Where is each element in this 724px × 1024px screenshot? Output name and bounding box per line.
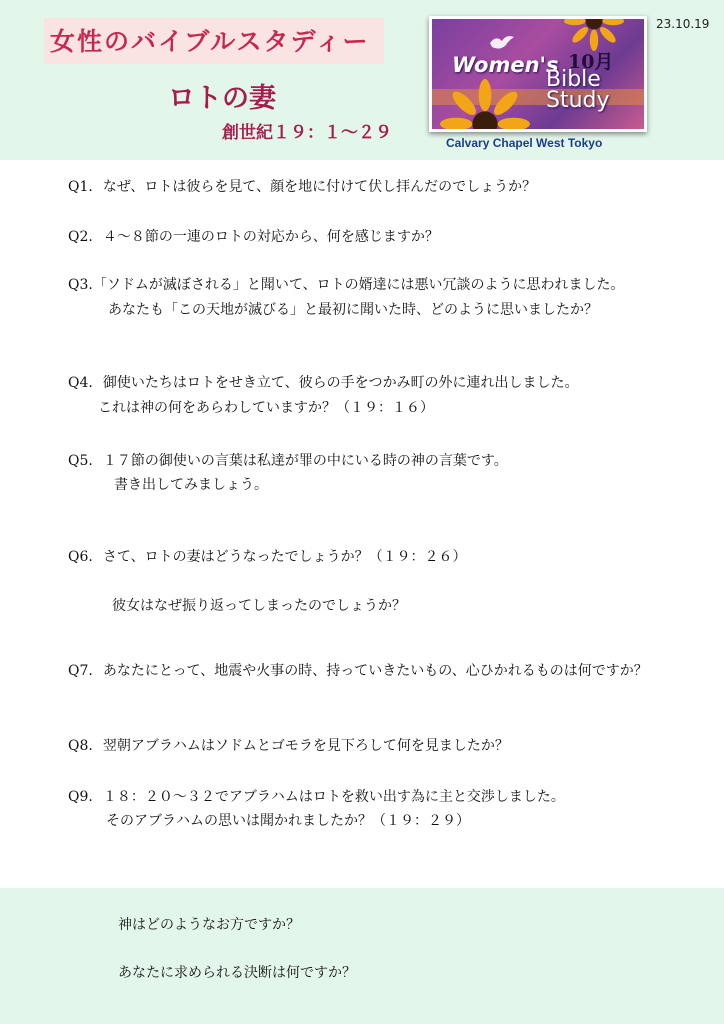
page-title: 女性のバイブルスタディー — [50, 27, 370, 56]
question-text: なぜ、ロトは彼らを見て、顔を地に付けて伏し拝んだのでしょうか？ — [102, 179, 537, 195]
dove-icon — [488, 33, 516, 53]
logo-bible-word: Bible — [546, 67, 601, 92]
womens-bible-study-logo — [429, 16, 647, 132]
logo-month-text: 10月 — [568, 51, 614, 73]
question-q2 — [68, 228, 439, 246]
question-number: Q7. — [68, 663, 93, 679]
question-q9 — [68, 788, 565, 806]
question-text: ４〜８節の一連のロトの対応から、何を感じますか？ — [102, 229, 439, 245]
question-number: Q3. — [68, 277, 93, 293]
question-q7 — [68, 662, 648, 680]
question-q4 — [68, 374, 579, 392]
question-number: Q6. — [68, 549, 93, 565]
scripture-reference: 創世紀１９：１〜２９ — [222, 123, 392, 143]
question-q3 — [68, 276, 625, 294]
question-q9-line2: そのアブラハムの思いは聞かれましたか？（１９：２９） — [106, 813, 470, 829]
question-text: 御使いたちはロトをせき立て、彼らの手をつかみ町の外に連れ出しました。 — [102, 375, 579, 391]
question-number: Q4. — [68, 375, 93, 391]
question-number: Q9. — [68, 789, 93, 805]
sunflower-small-icon — [564, 16, 624, 51]
question-q4-line2: これは神の何をあらわしていますか？（１９：１６） — [98, 400, 434, 416]
church-name: Calvary Chapel West Tokyo — [446, 136, 603, 150]
question-text: あなたにとって、地震や火事の時、持っていきたいもの、心ひかれるものは何ですか？ — [102, 663, 648, 679]
question-q1 — [68, 178, 536, 196]
question-number: Q1. — [68, 179, 93, 195]
question-q6 — [68, 548, 467, 566]
question-q6-line2: 彼女はなぜ振り返ってしまったのでしょうか？ — [112, 598, 406, 614]
date-label: 23.10.19 — [656, 17, 710, 31]
logo-womens-text: Women's — [452, 53, 559, 77]
question-text: １７節の御使いの言葉は私達が罪の中にいる時の神の言葉です。 — [102, 453, 508, 469]
question-number: Q5. — [68, 453, 93, 469]
question-q3-line2: あなたも「この天地が滅びる」と最初に聞いた時、どのように思いましたか？ — [108, 302, 598, 318]
logo-study-word: Study — [546, 88, 610, 113]
logo-bible-study-text — [546, 69, 610, 111]
sunflower-icon — [440, 79, 530, 132]
question-q8 — [68, 737, 509, 755]
question-q5-line2: 書き出してみましょう。 — [114, 477, 268, 493]
question-number: Q8. — [68, 738, 93, 754]
closing-question-2: あなたに求められる決断は何ですか？ — [118, 965, 356, 981]
question-text: さて、ロトの妻はどうなったでしょうか？（１９：２６） — [102, 549, 467, 565]
question-text: １８：２０〜３２でアブラハムはロトを救い出す為に主と交渉しました。 — [102, 789, 565, 805]
question-text: 翌朝アブラハムはソドムとゴモラを見下ろして何を見ましたか？ — [102, 738, 509, 754]
question-text: 「ソドムが滅ぼされる」と聞いて、ロトの婿達には悪い冗談のように思われました。 — [92, 277, 625, 293]
question-q5 — [68, 452, 508, 470]
closing-band — [0, 888, 724, 1024]
question-number: Q2. — [68, 229, 93, 245]
lesson-subtitle: ロトの妻 — [168, 83, 276, 114]
closing-question-1: 神はどのようなお方ですか？ — [118, 917, 300, 933]
